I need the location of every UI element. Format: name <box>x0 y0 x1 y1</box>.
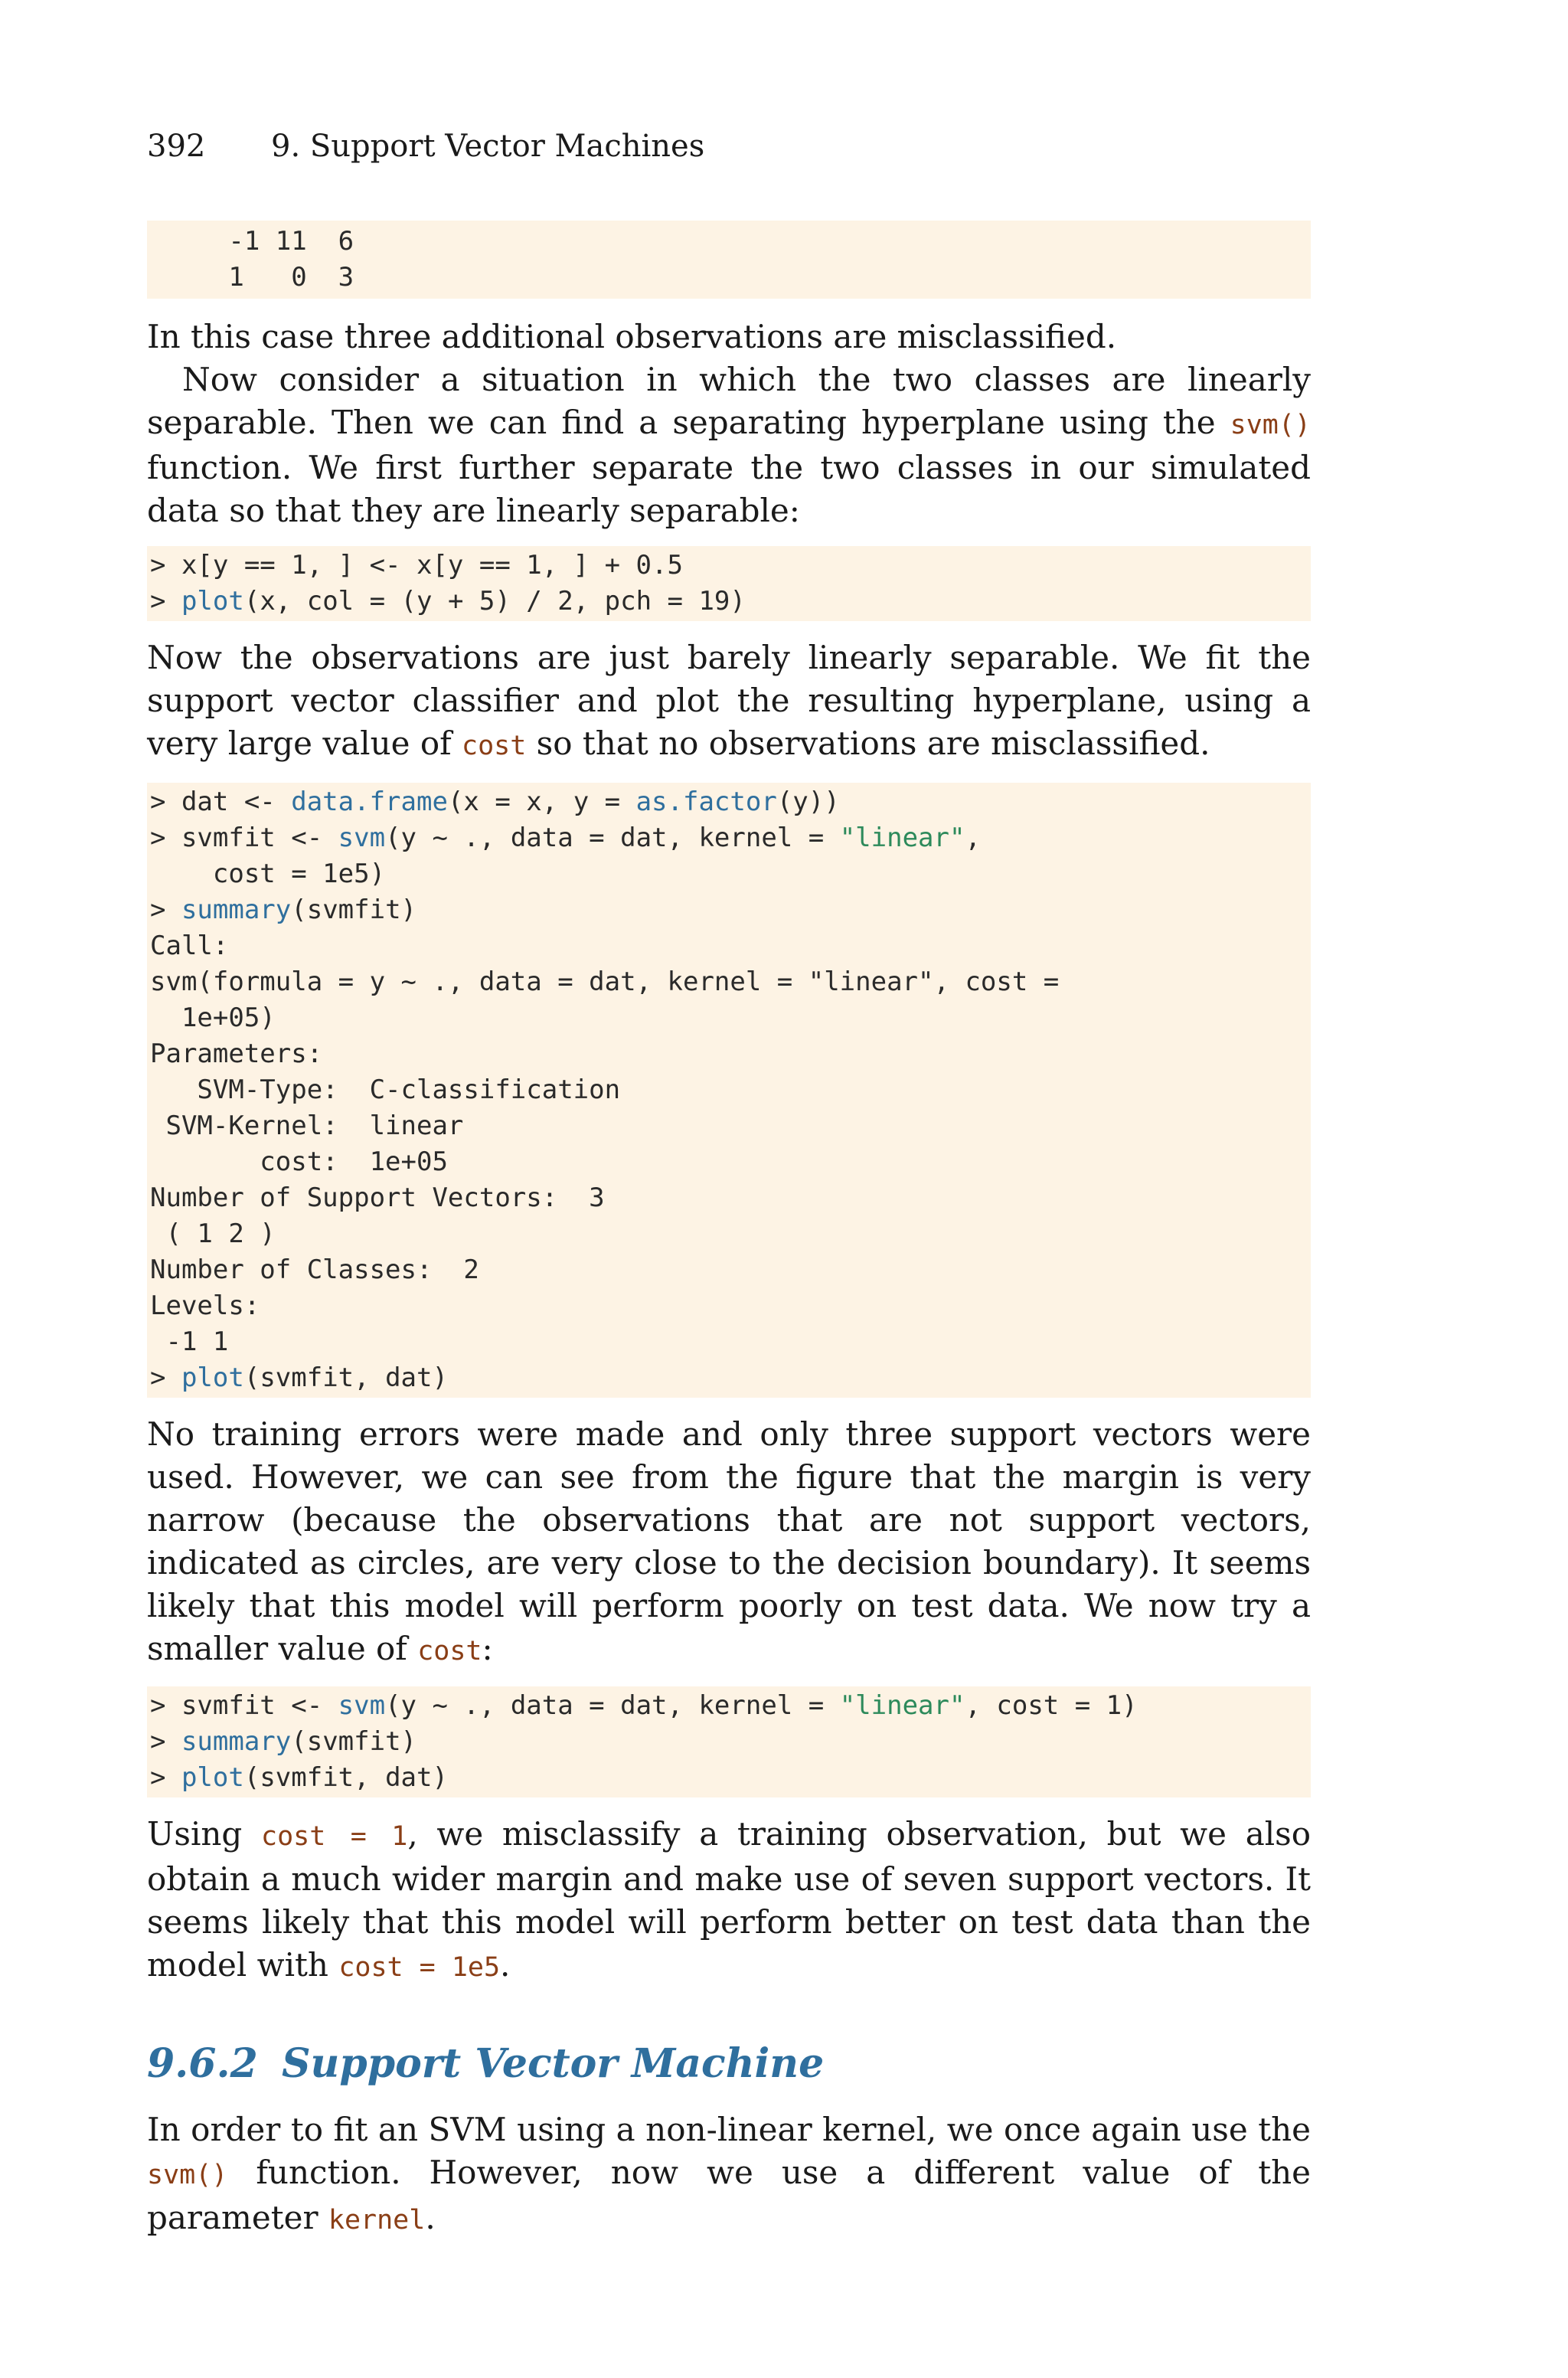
paragraph-text: Using <box>147 1815 262 1853</box>
section-number: 9.6.2 <box>147 2040 258 2087</box>
page-content <box>147 221 1311 2242</box>
inline-code: cost = 1 <box>261 1821 408 1852</box>
code-block-svm-fit <box>147 783 1311 1398</box>
paragraph-text: Now the observations are just barely linearly separable. We fit the support vector classifier and plot the resulting hyperplane, using a very large value of <box>147 639 1311 762</box>
page-number: 392 <box>147 129 206 164</box>
paragraph <box>147 316 1311 358</box>
code-line: > svmfit <- svm(y ~ ., data = dat, kernel = "linear", <box>150 823 981 853</box>
section-title: Support Vector Machine <box>282 2040 825 2087</box>
code-line: Parameters: <box>150 1039 323 1069</box>
code-line: > summary(svmfit) <box>150 1726 417 1757</box>
code-line: SVM-Kernel: linear <box>150 1110 464 1141</box>
code-line: -1 11 6 <box>150 226 354 257</box>
code-block-separate <box>147 546 1311 621</box>
code-line: 1e+05) <box>150 1003 276 1033</box>
code-line: Number of Support Vectors: 3 <box>150 1182 605 1213</box>
paragraph-text: function. We first further separate the two classes in our simulated data so that they are linearly separable: <box>147 449 1311 529</box>
paragraph <box>147 2108 1311 2242</box>
code-line: Number of Classes: 2 <box>150 1254 479 1285</box>
paragraph-text: Now consider a situation in which the two classes are linearly separable. Then we can find a separating hyperplane using the <box>147 361 1311 441</box>
section-heading <box>147 2039 1311 2089</box>
code-line: > plot(x, col = (y + 5) / 2, pch = 19) <box>150 586 746 617</box>
inline-code: cost <box>462 731 527 761</box>
code-line: Levels: <box>150 1290 260 1321</box>
code-line: > x[y == 1, ] <- x[y == 1, ] + 0.5 <box>150 550 683 581</box>
code-line: > plot(svmfit, dat) <box>150 1762 448 1793</box>
paragraph <box>147 1813 1311 1989</box>
paragraph-text: In order to fit an SVM using a non-linear kernel, we once again use the <box>147 2111 1311 2148</box>
inline-code: cost <box>417 1636 482 1667</box>
code-line: Call: <box>150 931 229 961</box>
inline-code: svm() <box>147 2160 228 2190</box>
code-line: cost = 1e5) <box>150 859 386 889</box>
inline-code: cost = 1e5 <box>338 1952 501 1983</box>
code-block-confusion-table <box>147 221 1311 299</box>
code-block-svm-cost1 <box>147 1686 1311 1797</box>
paragraph-text: . <box>425 2199 436 2236</box>
code-line: cost: 1e+05 <box>150 1146 448 1177</box>
paragraph-text: , we misclassify a training observation, but we also obtain a much wider margin and make use of seven support vectors. It seems likely that this model will perform better on test data than the model with <box>147 1815 1312 1984</box>
paragraph-text: function. However, now we use a different value of the parameter <box>147 2154 1311 2236</box>
code-line: > plot(svmfit, dat) <box>150 1362 448 1393</box>
code-line: > dat <- data.frame(x = x, y = as.factor(y)) <box>150 787 840 817</box>
code-line: ( 1 2 ) <box>150 1218 276 1249</box>
code-line: -1 1 <box>150 1326 229 1357</box>
running-header <box>147 127 704 165</box>
chapter-title: 9. Support Vector Machines <box>271 129 705 164</box>
inline-code: kernel <box>328 2205 426 2236</box>
paragraph-text: . <box>500 1946 511 1984</box>
code-line: svm(formula = y ~ ., data = dat, kernel = "linear", cost = <box>150 967 1060 997</box>
code-line: SVM-Type: C-classification <box>150 1075 621 1105</box>
code-line: > summary(svmfit) <box>150 895 417 925</box>
inline-code: svm() <box>1230 410 1311 440</box>
code-line: 1 0 3 <box>150 262 354 293</box>
paragraph-text: In this case three additional observations are misclassified. <box>147 318 1117 355</box>
code-line: > svmfit <- svm(y ~ ., data = dat, kernel = "linear", cost = 1) <box>150 1690 1138 1721</box>
paragraph-text: : <box>482 1630 493 1667</box>
paragraph-text: so that no observations are misclassified. <box>526 725 1210 762</box>
paragraph <box>147 636 1311 767</box>
paragraph-text: No training errors were made and only three support vectors were used. However, we can see from the figure that the margin is very narrow (because the observations that are not support vectors, indicated as circles, are very close to the decision boundary). It seems likely that this model will perform poorly on test data. We now try a smaller value of <box>147 1415 1311 1667</box>
paragraph <box>147 358 1311 532</box>
paragraph <box>147 1413 1311 1673</box>
